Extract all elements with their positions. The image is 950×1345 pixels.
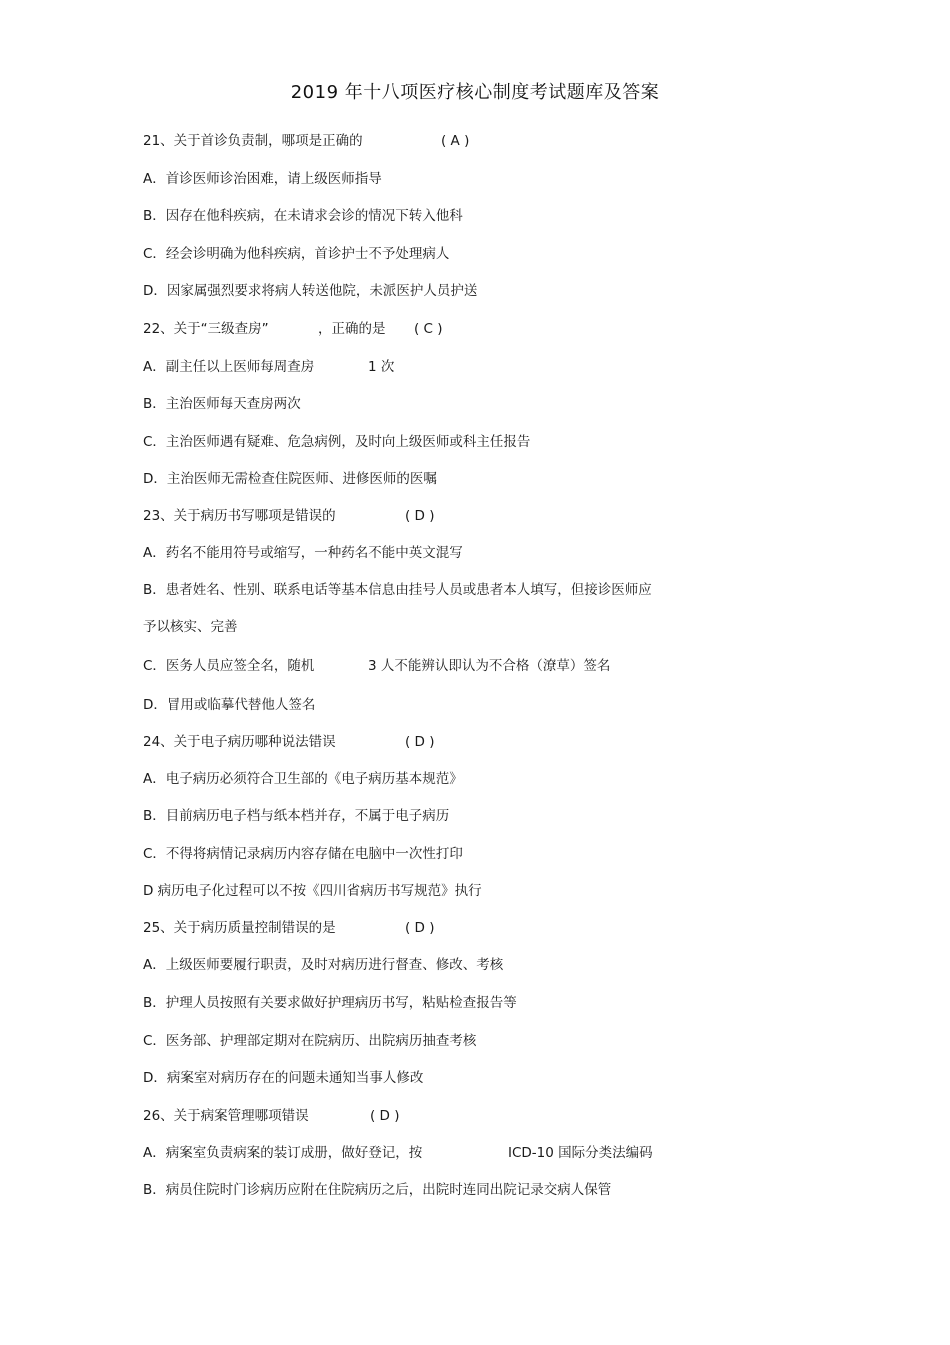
option-25-d: D．病案室对病历存在的问题未通知当事人修改 [143, 1070, 424, 1086]
question-23: 23、关于病历书写哪项是错误的 [143, 508, 336, 524]
option-24-c: C．不得将病情记录病历内容存储在电脑中一次性打印 [143, 846, 463, 862]
option-23-c-tail: 3 人不能辨认即认为不合格（潦草）签名 [368, 658, 611, 674]
option-21-c: C．经会诊明确为他科疾病，首诊护士不予处理病人 [143, 246, 450, 262]
option-22-a-tail: 1 次 [368, 359, 395, 375]
answer-22: ( C ) [414, 321, 443, 337]
question-26: 26、关于病案管理哪项错误 [143, 1108, 309, 1124]
answer-24: ( D ) [405, 734, 435, 750]
option-23-c: C．医务人员应签全名，随机 [143, 658, 315, 674]
question-22-tail: ，正确的是 [318, 321, 386, 337]
option-22-d: D．主治医师无需检查住院医师、进修医师的医嘱 [143, 471, 437, 487]
question-21: 21、关于首诊负责制，哪项是正确的 [143, 133, 363, 149]
option-21-d: D．因家属强烈要求将病人转送他院，未派医护人员护送 [143, 283, 478, 299]
answer-23: ( D ) [405, 508, 435, 524]
option-24-d: D 病历电子化过程可以不按《四川省病历书写规范》执行 [143, 883, 482, 899]
option-24-a: A．电子病历必须符合卫生部的《电子病历基本规范》 [143, 771, 463, 787]
option-21-a: A．首诊医师诊治困难，请上级医师指导 [143, 171, 382, 187]
page-title: 2019 年十八项医疗核心制度考试题库及答案 [290, 82, 660, 103]
option-22-c: C．主治医师遇有疑难、危急病例，及时向上级医师或科主任报告 [143, 434, 531, 450]
question-25: 25、关于病历质量控制错误的是 [143, 920, 336, 936]
answer-25: ( D ) [405, 920, 435, 936]
option-22-b: B．主治医师每天查房两次 [143, 396, 301, 412]
option-23-d: D．冒用或临摹代替他人签名 [143, 697, 316, 713]
option-23-b: B．患者姓名、性别、联系电话等基本信息由挂号人员或患者本人填写，但接诊医师应 [143, 582, 652, 598]
option-21-b: B．因存在他科疾病，在未请求会诊的情况下转入他科 [143, 208, 463, 224]
option-23-b-cont: 予以核实、完善 [143, 619, 238, 635]
answer-21: ( A ) [441, 133, 470, 149]
option-25-a: A．上级医师要履行职责，及时对病历进行督查、修改、考核 [143, 957, 504, 973]
option-24-b: B．目前病历电子档与纸本档并存，不属于电子病历 [143, 808, 450, 824]
option-26-b: B．病员住院时门诊病历应附在住院病历之后，出院时连同出院记录交病人保管 [143, 1182, 612, 1198]
answer-26: ( D ) [370, 1108, 400, 1124]
option-25-c: C．医务部、护理部定期对在院病历、出院病历抽查考核 [143, 1033, 477, 1049]
option-23-a: A．药名不能用符号或缩写，一种药名不能中英文混写 [143, 545, 463, 561]
question-22: 22、关于“三级查房” [143, 321, 269, 337]
question-24: 24、关于电子病历哪种说法错误 [143, 734, 336, 750]
option-25-b: B．护理人员按照有关要求做好护理病历书写，粘贴检查报告等 [143, 995, 517, 1011]
option-26-a-tail: ICD-10 国际分类法编码 [508, 1145, 653, 1161]
option-22-a: A．副主任以上医师每周查房 [143, 359, 315, 375]
option-26-a: A．病案室负责病案的装订成册，做好登记，按 [143, 1145, 423, 1161]
